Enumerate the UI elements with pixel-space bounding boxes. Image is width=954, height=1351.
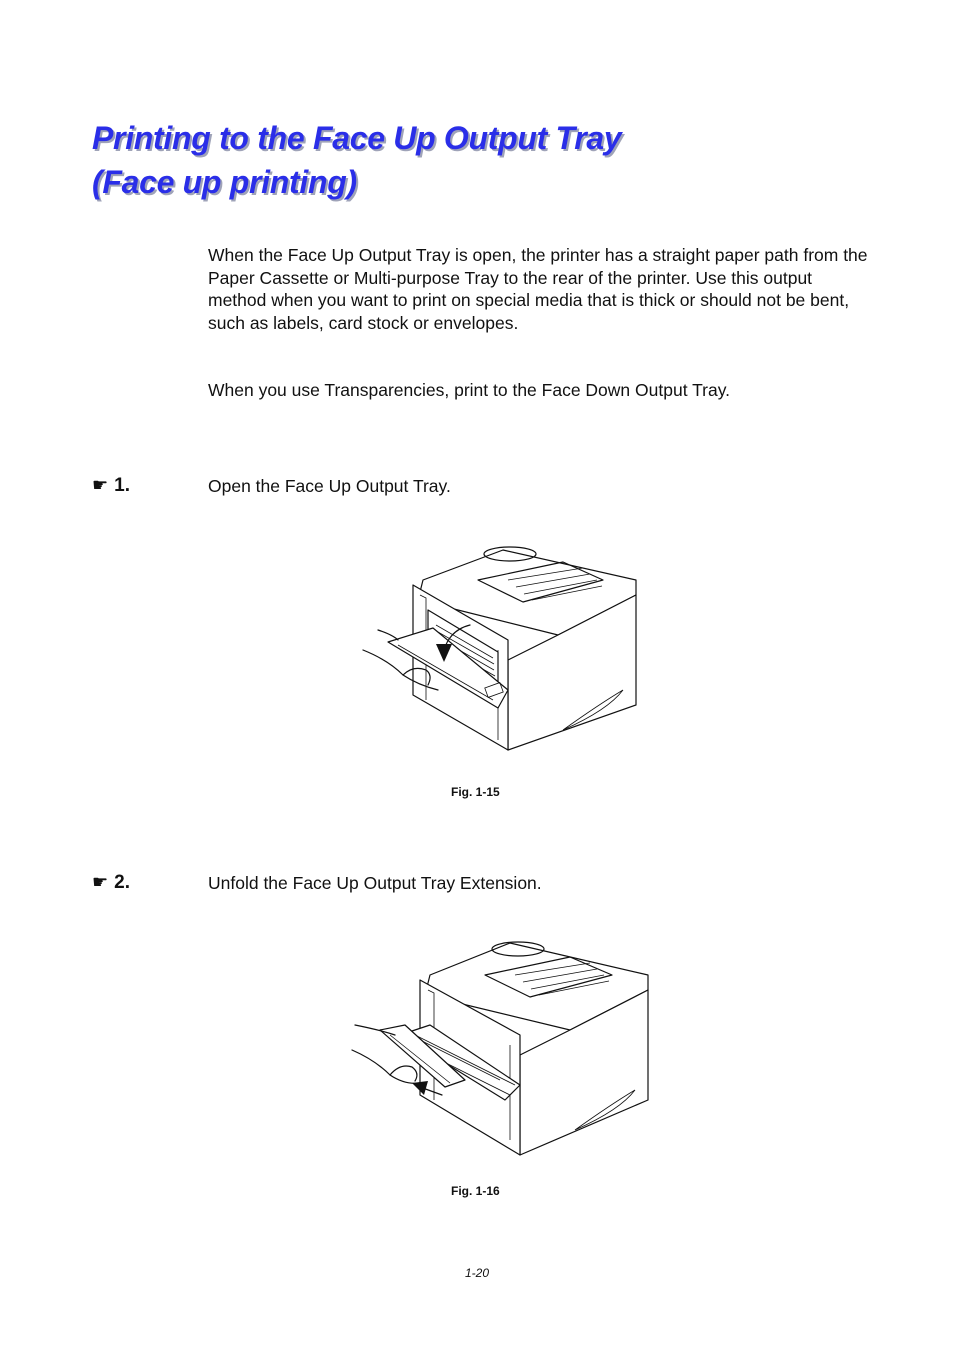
note-paragraph: When you use Transparencies, print to the Face Down Output Tray. [208,380,731,400]
figure-1-15-caption: Fig. 1-15 [451,785,500,799]
page-number: 1-20 [465,1266,490,1280]
figure-open-output-tray [358,540,643,765]
step-2-marker [92,872,130,894]
pointing-hand-icon: ☛ [92,475,109,495]
page-title-line-1: Printing to the Face Up Output Tray [92,120,622,156]
page-title-line-2: (Face up printing) [92,164,357,200]
step-1-text: Open the Face Up Output Tray. [208,476,451,496]
pointing-hand-icon: ☛ [92,872,109,892]
step-2-text: Unfold the Face Up Output Tray Extension. [208,873,542,893]
page-title [92,116,852,204]
step-2-number: 2. [114,872,130,893]
printer-tray-open-illustration [358,540,643,765]
intro-paragraph: When the Face Up Output Tray is open, the printer has a straight paper path from the Paper Cassette or Multi-purpose Tray to the rear of the printer. Use this output method when you want to print on special media that is thick or should not be bent, such as labels, card stock or envelopes. [208,245,868,333]
step-1-number: 1. [114,475,130,496]
printer-tray-extension-illustration [350,935,650,1160]
figure-1-16-caption: Fig. 1-16 [451,1184,500,1198]
figure-unfold-tray-extension [350,935,650,1160]
step-1-marker [92,475,130,497]
